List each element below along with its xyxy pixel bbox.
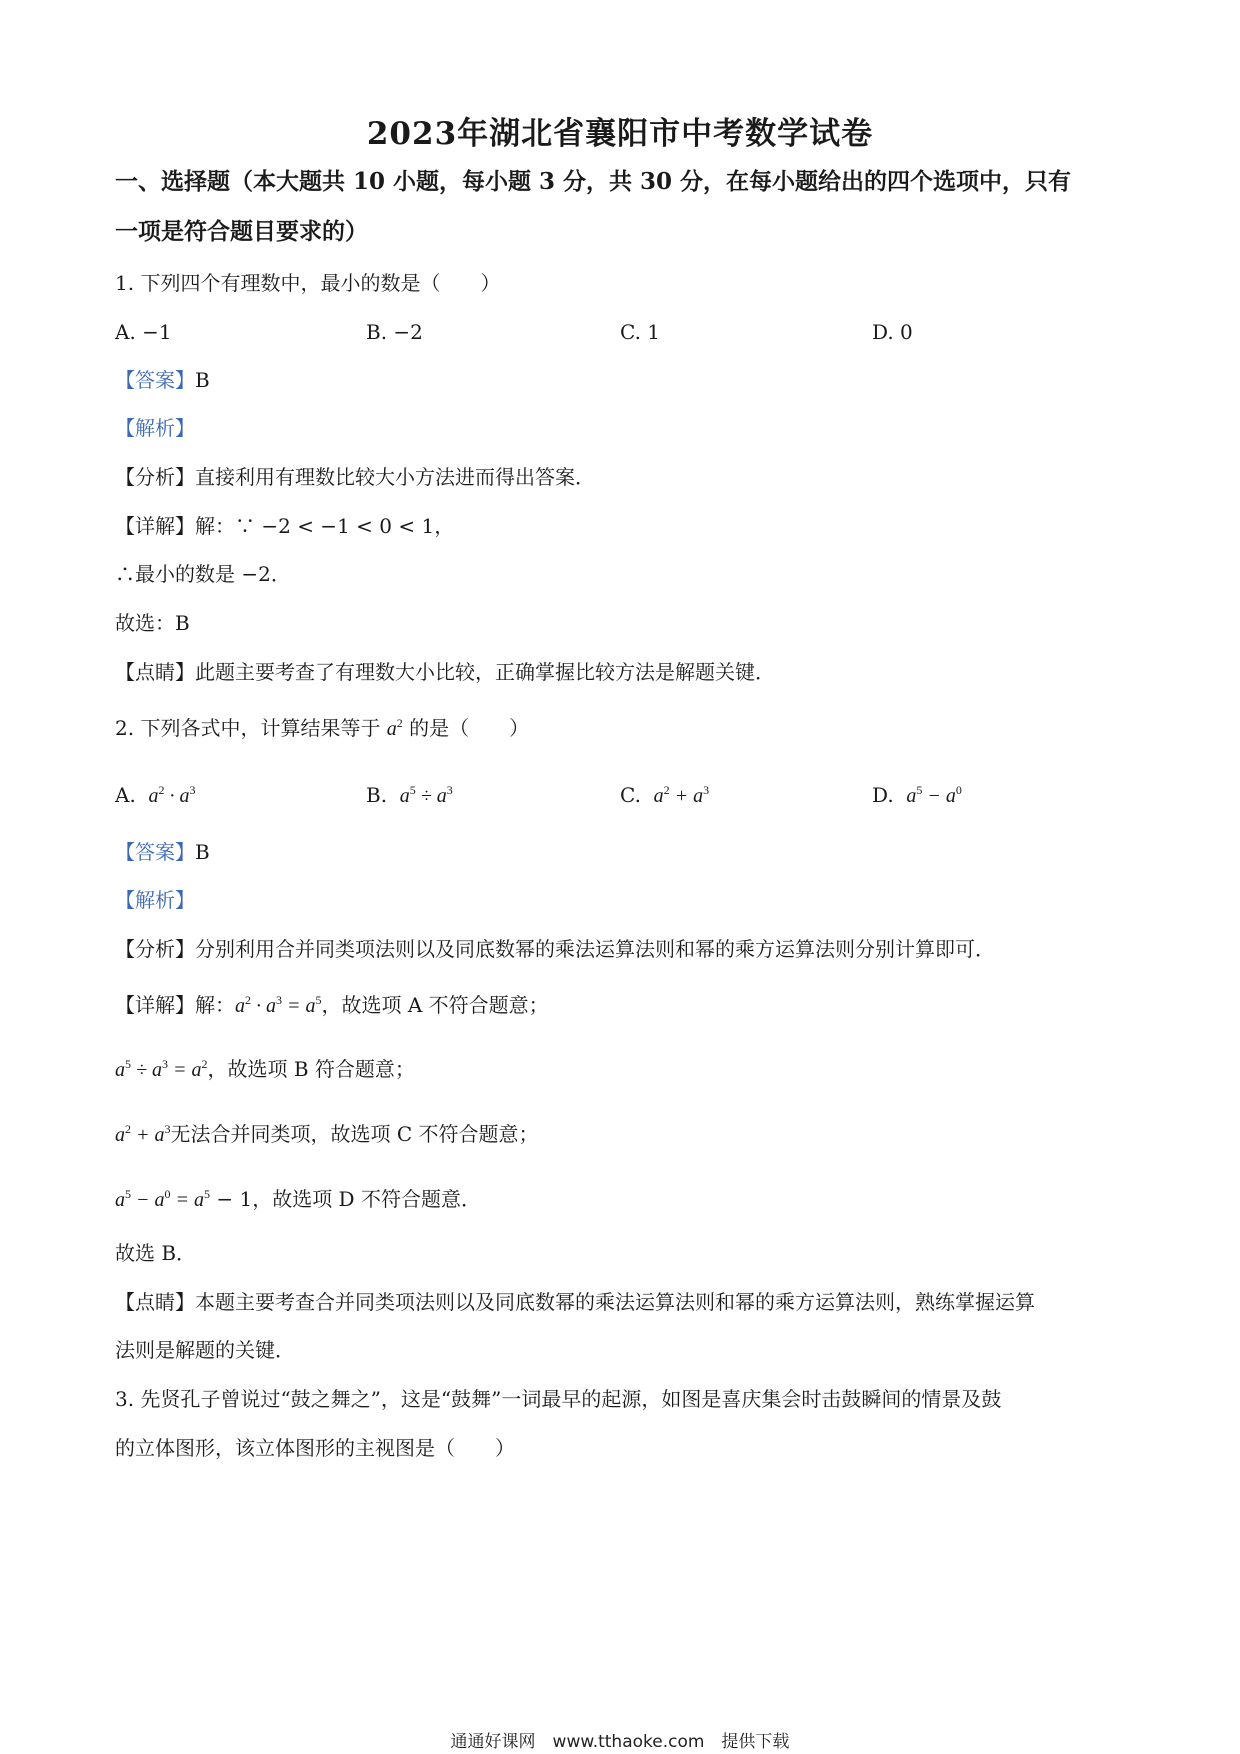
section-heading-line1: 一、选择题（本大题共 10 小题，每小题 3 分，共 30 分，在每小题给出的四个选项中，只有 <box>115 168 1072 195</box>
q2-stem: 2. 下列各式中，计算结果等于 $a^2$ 的是（ ） <box>115 716 530 740</box>
q1-option-d: D. 0 <box>872 320 913 344</box>
q1-option-c: C. 1 <box>620 320 661 344</box>
q3-stem-line1: 3. 先贤孔子曾说过“鼓之舞之”，这是“鼓舞”一词最早的起源，如图是喜庆集会时击鼓瞬间的情景及鼓 <box>115 1387 1002 1411</box>
q1-select: 故选：B <box>115 611 190 635</box>
page-title: 2023年湖北省襄阳市中考数学试卷 <box>366 116 874 152</box>
q2-analysis-tag: 【解析】 <box>115 888 195 912</box>
q2-fenxi: 【分析】分别利用合并同类项法则以及同底数幂的乘法运算法则和幂的乘方运算法则分别计算即可． <box>115 937 995 961</box>
section-heading-line2: 一项是符合题目要求的） <box>115 218 368 245</box>
q2-xiangjie: 【详解】解：$a^2 \cdot a^3 = a^5$，故选项 A 不符合题意； <box>115 993 549 1017</box>
answer-value: B <box>195 840 210 864</box>
q2-option-a: A. $a^2 \cdot a^3$ <box>115 783 196 807</box>
q2-step-d: $a^5 - a^0 = a^5 - 1$，故选项 D 不符合题意． <box>115 1187 481 1211</box>
q2-answer <box>115 840 210 864</box>
q3-stem-line2: 的立体图形，该立体图形的主视图是（ ） <box>115 1436 515 1460</box>
q2-option-d: D. $a^5 - a^0$ <box>872 783 962 807</box>
q1-conclusion: ∴最小的数是 −2． <box>115 562 291 586</box>
page-footer: 通通好课网 www.tthaoke.com 提供下载 <box>450 1732 790 1752</box>
answer-value: B <box>195 368 210 392</box>
q2-step-b: $a^5 \div a^3 = a^2$，故选项 B 符合题意； <box>115 1057 415 1081</box>
q1-xiangjie: 【详解】解：∵ −2 < −1 < 0 < 1， <box>115 514 455 538</box>
q1-option-b: B. −2 <box>366 320 423 344</box>
answer-tag: 【答案】 <box>115 840 195 864</box>
q1-fenxi: 【分析】直接利用有理数比较大小方法进而得出答案． <box>115 465 595 489</box>
answer-tag: 【答案】 <box>115 368 195 392</box>
q2-option-c: C. $a^2 + a^3$ <box>620 783 710 807</box>
q1-option-a: A. −1 <box>115 320 172 344</box>
q1-answer <box>115 368 210 392</box>
q2-step-c: $a^2 + a^3$无法合并同类项，故选项 C 不符合题意； <box>115 1122 539 1146</box>
q1-analysis-tag: 【解析】 <box>115 416 195 440</box>
q1-dianjing: 【点睛】此题主要考查了有理数大小比较，正确掌握比较方法是解题关键． <box>115 660 775 684</box>
q1-stem: 1. 下列四个有理数中，最小的数是（ ） <box>115 271 501 295</box>
q2-dianjing-line2: 法则是解题的关键． <box>115 1338 295 1362</box>
q2-option-b: B. $a^5 \div a^3$ <box>366 783 453 807</box>
q2-select: 故选 B． <box>115 1241 197 1265</box>
q2-dianjing-line1: 【点睛】本题主要考查合并同类项法则以及同底数幂的乘法运算法则和幂的乘方运算法则，熟练掌握运算 <box>115 1290 1035 1314</box>
